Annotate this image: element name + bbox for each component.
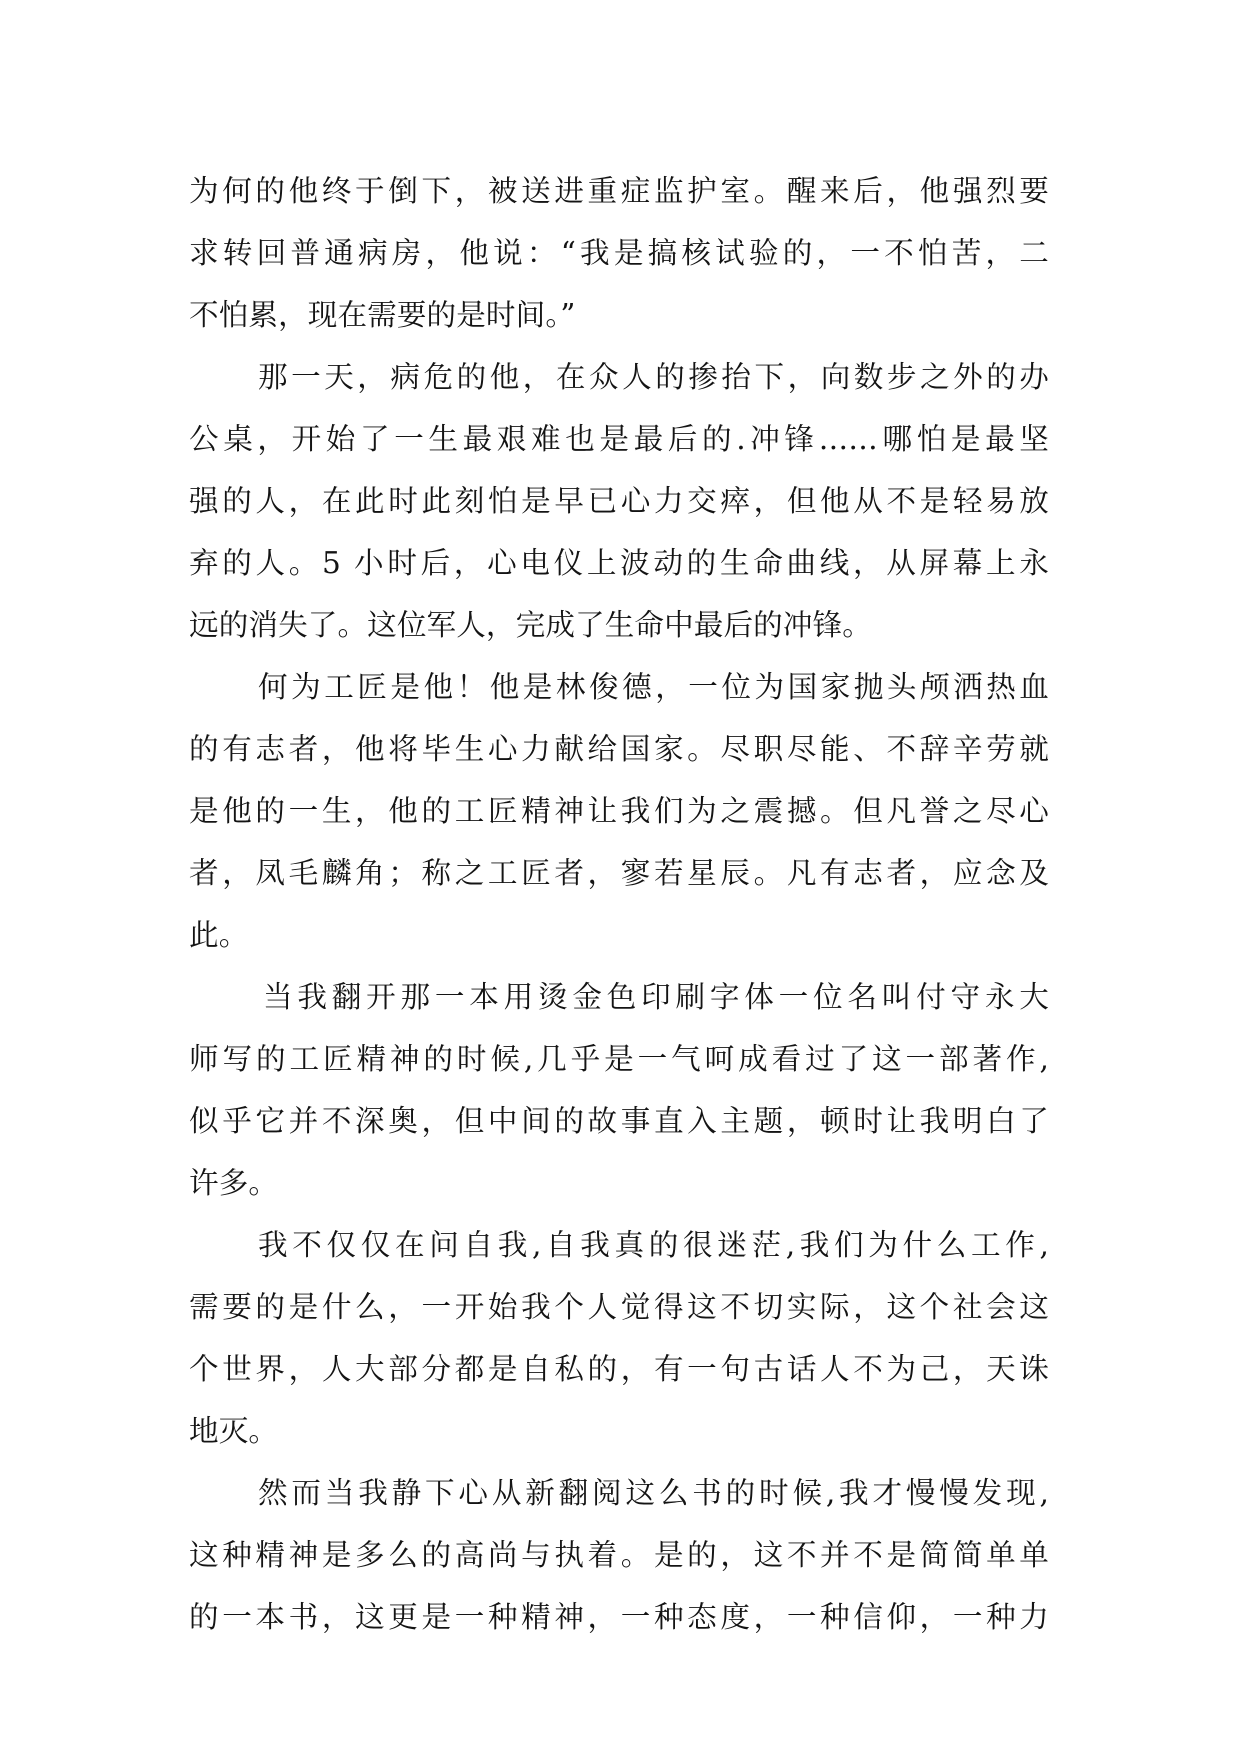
text-line: 何为工匠是他！他是林俊德，一位为国家抛头颅洒热血 (258, 670, 1049, 704)
text-line: 个世界，人大部分都是自私的，有一句古话人不为己，天诛 (189, 1352, 1049, 1386)
text-line: 需要的是什么，一开始我个人觉得这不切实际，这个社会这 (189, 1290, 1049, 1324)
text-line: 公桌，开始了一生最艰难也是最后的.冲锋……哪怕是最坚 (189, 422, 1049, 456)
text-line: 当我翻开那一本用烫金色印刷字体一位名叫付守永大 (263, 980, 1049, 1014)
text-line: 弃的人。5 小时后，心电仪上波动的生命曲线，从屏幕上永 (189, 546, 1049, 580)
body-text (189, 160, 1049, 1648)
text-line: 那一天，病危的他，在众人的掺抬下，向数步之外的办 (258, 360, 1049, 394)
text-line: 地灭。 (189, 1414, 279, 1448)
text-line: 不怕累，现在需要的是时间。” (189, 298, 576, 332)
text-line: 这种精神是多么的高尚与执着。是的，这不并不是简简单单 (189, 1538, 1049, 1572)
text-line: 的一本书，这更是一种精神，一种态度，一种信仰，一种力 (189, 1600, 1049, 1634)
text-line: 者，凤毛麟角；称之工匠者，寥若星辰。凡有志者，应念及 (189, 856, 1049, 890)
text-line: 师写的工匠精神的时候,几乎是一气呵成看过了这一部著作, (189, 1042, 1049, 1076)
text-line: 为何的他终于倒下，被送进重症监护室。醒来后，他强烈要 (189, 174, 1049, 208)
text-line: 强的人，在此时此刻怕是早已心力交瘁，但他从不是轻易放 (189, 484, 1049, 518)
text-line: 许多。 (189, 1166, 279, 1200)
text-line: 此。 (189, 918, 249, 952)
text-line: 远的消失了。这位军人，完成了生命中最后的冲锋。 (189, 608, 872, 642)
text-line: 然而当我静下心从新翻阅这么书的时候,我才慢慢发现, (258, 1476, 1049, 1510)
text-line: 我不仅仅在问自我,自我真的很迷茫,我们为什么工作, (258, 1228, 1049, 1262)
text-line: 求转回普通病房，他说：“我是搞核试验的，一不怕苦，二 (189, 236, 1049, 270)
text-line: 似乎它并不深奥，但中间的故事直入主题，顿时让我明白了 (189, 1104, 1049, 1138)
text-line: 是他的一生，他的工匠精神让我们为之震撼。但凡誉之尽心 (189, 794, 1049, 828)
text-line: 的有志者，他将毕生心力献给国家。尽职尽能、不辞辛劳就 (189, 732, 1049, 766)
